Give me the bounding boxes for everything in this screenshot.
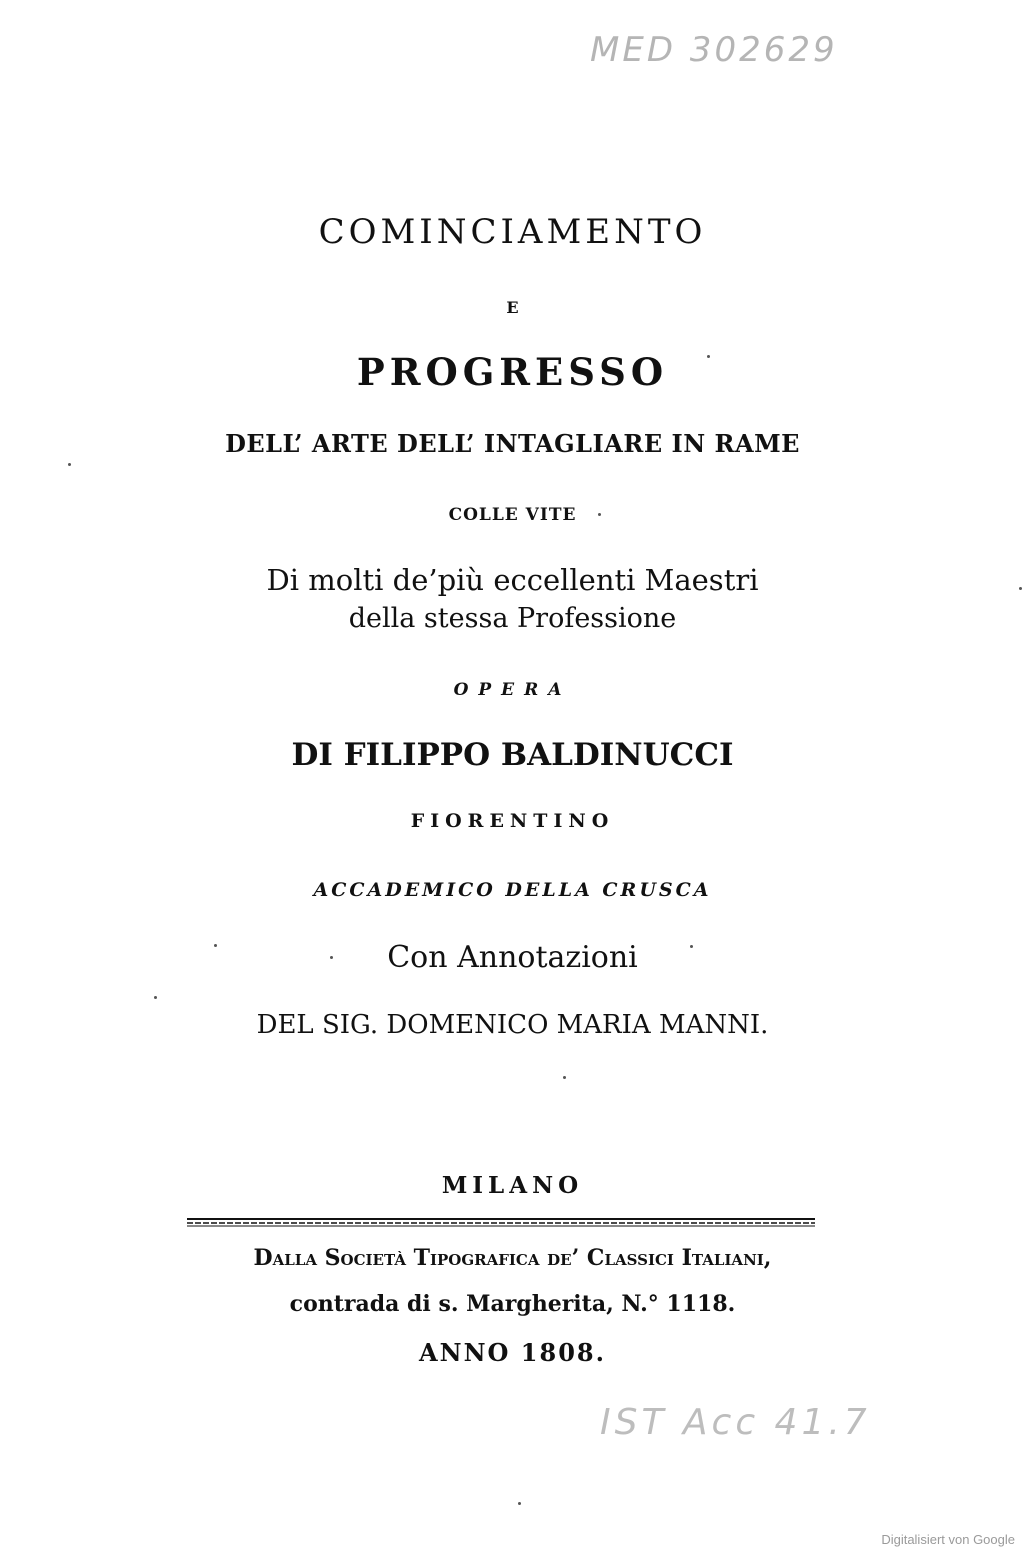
paper-speck	[690, 945, 693, 948]
paper-speck	[154, 996, 157, 999]
paper-speck	[518, 1502, 521, 1505]
author-affiliation: ACCADEMICO DELLA CRUSCA	[313, 879, 712, 901]
digitization-notice: Digitalisiert von Google	[881, 1532, 1015, 1547]
colle-vite: COLLE VITE	[448, 505, 577, 525]
imprint-city: MILANO	[441, 1172, 584, 1199]
paper-speck	[1019, 587, 1022, 590]
imprint-year: ANNO 1808.	[419, 1338, 606, 1367]
paper-speck	[563, 1076, 566, 1079]
imprint-address: contrada di s. Margherita, N.° 1118.	[289, 1291, 736, 1317]
description-line-2: della stessa Professione	[348, 603, 677, 634]
annotations-label: Con Annotazioni	[387, 940, 638, 975]
top-shelfmark: MED 302629	[590, 30, 838, 70]
imprint-publisher: Dalla Società Tipografica de’ Classici Italiani,	[253, 1245, 772, 1271]
paper-speck	[330, 956, 333, 959]
description-line-1: Di molti de’più eccellenti Maestri	[266, 563, 759, 597]
subtitle: DELL’ ARTE DELL’ INTAGLIARE IN RAME	[225, 429, 800, 458]
paper-speck	[598, 513, 601, 516]
opera-label: OPERA	[453, 680, 572, 700]
imprint-rule	[185, 1216, 817, 1228]
paper-speck	[68, 463, 71, 466]
annotator-name: DEL SIG. DOMENICO MARIA MANNI.	[256, 1010, 769, 1040]
author-name: DI FILIPPO BALDINUCCI	[291, 737, 734, 773]
title-line-1: COMINCIAMENTO	[318, 212, 707, 252]
paper-speck	[707, 355, 710, 358]
title-conjunction: E	[506, 298, 519, 317]
paper-speck	[214, 944, 217, 947]
title-line-2: PROGRESSO	[356, 350, 669, 394]
bottom-shelfmark: IST Acc 41.7	[600, 1402, 871, 1443]
author-origin: FIORENTINO	[410, 810, 615, 832]
